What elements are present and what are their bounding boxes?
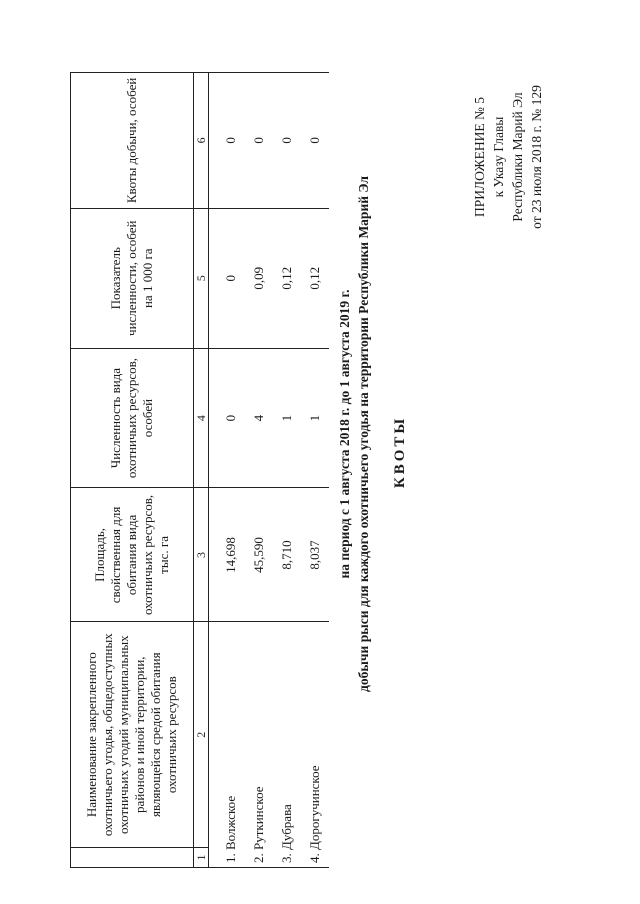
row-population: 1 — [301, 348, 329, 488]
column-number: 2 — [194, 622, 209, 848]
row-density: 0,09 — [245, 208, 273, 348]
header-area: Площадь, свойственная для обитания вида охотничьих ресурсов, тыс. га — [71, 488, 194, 622]
appendix-line-1: ПРИЛОЖЕНИЕ № 5 — [472, 96, 487, 218]
header-index — [71, 848, 194, 868]
row-population: 1 — [273, 348, 301, 488]
row-area: 45,590 — [245, 488, 273, 622]
row-hunting-ground: 4. Дорогучинское — [301, 622, 329, 868]
header-population: Численность вида охотничьих ресурсов, особей — [71, 348, 194, 488]
document-subtitle-1: добычи рыси для каждого охотничьего угодья на территории Республики Марий Эл — [356, 176, 371, 692]
table-row — [209, 73, 246, 868]
column-number: 3 — [194, 488, 209, 622]
row-area: 8,037 — [301, 488, 329, 622]
table-row — [301, 73, 329, 868]
quota-table — [70, 72, 329, 868]
row-density: 0 — [209, 208, 246, 348]
table-row — [245, 73, 273, 868]
appendix-line-3: Республики Марий Эл — [510, 92, 525, 222]
row-density: 0,12 — [273, 208, 301, 348]
column-number: 1 — [194, 848, 209, 868]
document-subtitle-2: на период с 1 августа 2018 г. до 1 августа 2019 г. — [337, 289, 352, 579]
column-number: 5 — [194, 208, 209, 348]
column-number: 4 — [194, 348, 209, 488]
row-area: 14,698 — [209, 488, 246, 622]
row-hunting-ground: 3. Дубрава — [273, 622, 301, 868]
header-density: Показатель численности, особей на 1 000 га — [71, 208, 194, 348]
row-hunting-ground: 1. Волжское — [209, 622, 246, 868]
column-number: 6 — [194, 73, 209, 209]
document-title: КВОТЫ — [392, 415, 408, 489]
appendix-line-2: к Указу Главы — [491, 116, 506, 198]
row-quota: 0 — [245, 73, 273, 209]
header-quota: Квоты добычи, особей — [71, 73, 194, 209]
row-population: 4 — [245, 348, 273, 488]
row-quota: 0 — [301, 73, 329, 209]
row-population: 0 — [209, 348, 246, 488]
appendix-line-4: от 23 июля 2018 г. № 129 — [529, 85, 544, 229]
table-row — [273, 73, 301, 868]
row-hunting-ground: 2. Руткинское — [245, 622, 273, 868]
row-area: 8,710 — [273, 488, 301, 622]
header-hunting-ground: Наименование закрепленного охотничьего угодья, общедоступных охотничьих угодий муниципальных районов и иной территории, являющейся средой обитания охотничьих ресурсов — [71, 622, 194, 848]
row-density: 0,12 — [301, 208, 329, 348]
row-quota: 0 — [209, 73, 246, 209]
table-header-row — [71, 73, 194, 868]
column-number-row — [194, 73, 209, 868]
row-quota: 0 — [273, 73, 301, 209]
appendix-header — [470, 42, 546, 272]
